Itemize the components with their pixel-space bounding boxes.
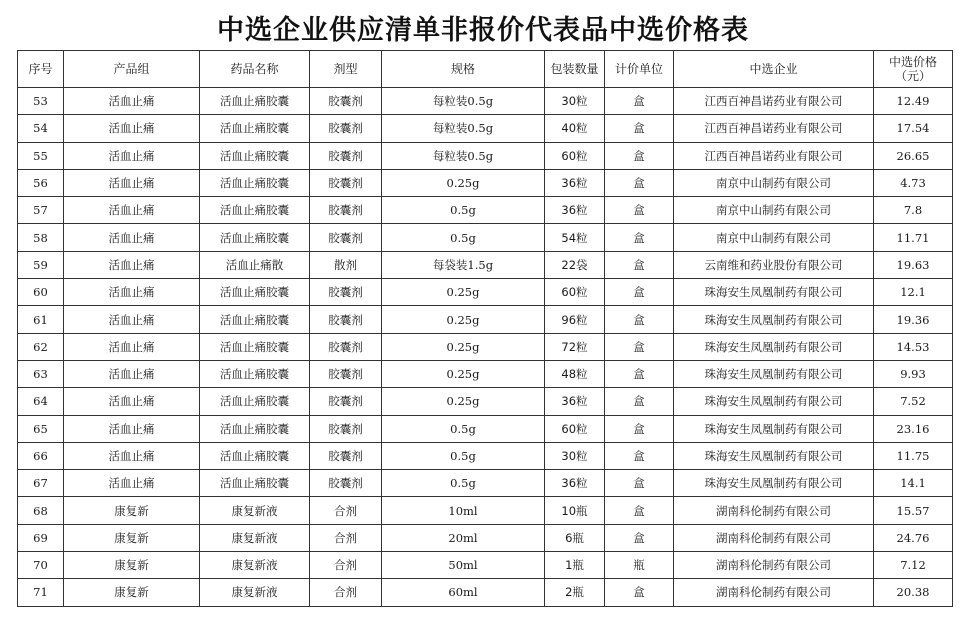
spec-cell: 50ml	[382, 552, 545, 579]
price-cell: 11.75	[874, 442, 953, 469]
unit-cell: 盒	[605, 169, 674, 196]
company-cell: 湖南科伦制药有限公司	[674, 497, 874, 524]
product-group-cell: 康复新	[64, 524, 200, 551]
unit-cell: 盒	[605, 251, 674, 278]
table-row	[18, 470, 953, 497]
header-cell: 包装数量	[545, 51, 605, 88]
serial-cell: 54	[18, 115, 64, 142]
unit-cell: 盒	[605, 333, 674, 360]
spec-cell: 0.5g	[382, 197, 545, 224]
dosage-form-cell: 合剂	[310, 552, 382, 579]
product-group-cell: 活血止痛	[64, 115, 200, 142]
drug-name-cell: 活血止痛胶囊	[200, 470, 310, 497]
table-row	[18, 579, 953, 606]
pack-qty-cell: 30粒	[545, 88, 605, 115]
serial-cell: 62	[18, 333, 64, 360]
header-cell: 计价单位	[605, 51, 674, 88]
product-group-cell: 活血止痛	[64, 224, 200, 251]
price-cell: 4.73	[874, 169, 953, 196]
drug-name-cell: 活血止痛胶囊	[200, 306, 310, 333]
dosage-form-cell: 胶囊剂	[310, 388, 382, 415]
unit-cell: 盒	[605, 88, 674, 115]
price-table	[17, 50, 953, 607]
header-cell: 中选企业	[674, 51, 874, 88]
table-row	[18, 360, 953, 387]
company-cell: 南京中山制药有限公司	[674, 224, 874, 251]
table-row	[18, 142, 953, 169]
header-cell: 产品组	[64, 51, 200, 88]
price-cell: 12.49	[874, 88, 953, 115]
spec-cell: 0.5g	[382, 415, 545, 442]
drug-name-cell: 活血止痛胶囊	[200, 333, 310, 360]
unit-cell: 盒	[605, 306, 674, 333]
pack-qty-cell: 6瓶	[545, 524, 605, 551]
company-cell: 江西百神昌诺药业有限公司	[674, 142, 874, 169]
price-cell: 7.8	[874, 197, 953, 224]
product-group-cell: 活血止痛	[64, 360, 200, 387]
unit-cell: 盒	[605, 388, 674, 415]
serial-cell: 68	[18, 497, 64, 524]
spec-cell: 0.25g	[382, 306, 545, 333]
pack-qty-cell: 60粒	[545, 415, 605, 442]
drug-name-cell: 活血止痛胶囊	[200, 88, 310, 115]
product-group-cell: 活血止痛	[64, 251, 200, 278]
company-cell: 湖南科伦制药有限公司	[674, 524, 874, 551]
header-cell: 药品名称	[200, 51, 310, 88]
dosage-form-cell: 胶囊剂	[310, 470, 382, 497]
table-row	[18, 306, 953, 333]
table-row	[18, 224, 953, 251]
spec-cell: 0.5g	[382, 442, 545, 469]
drug-name-cell: 活血止痛胶囊	[200, 279, 310, 306]
price-cell: 14.53	[874, 333, 953, 360]
drug-name-cell: 活血止痛胶囊	[200, 442, 310, 469]
product-group-cell: 活血止痛	[64, 333, 200, 360]
drug-name-cell: 活血止痛胶囊	[200, 224, 310, 251]
company-cell: 江西百神昌诺药业有限公司	[674, 115, 874, 142]
unit-cell: 盒	[605, 442, 674, 469]
spec-cell: 60ml	[382, 579, 545, 606]
price-cell: 24.76	[874, 524, 953, 551]
table-row	[18, 88, 953, 115]
drug-name-cell: 活血止痛胶囊	[200, 388, 310, 415]
pack-qty-cell: 30粒	[545, 442, 605, 469]
dosage-form-cell: 胶囊剂	[310, 442, 382, 469]
dosage-form-cell: 胶囊剂	[310, 415, 382, 442]
spec-cell: 0.25g	[382, 360, 545, 387]
price-cell: 20.38	[874, 579, 953, 606]
product-group-cell: 康复新	[64, 579, 200, 606]
company-cell: 珠海安生凤凰制药有限公司	[674, 388, 874, 415]
dosage-form-cell: 胶囊剂	[310, 306, 382, 333]
pack-qty-cell: 22袋	[545, 251, 605, 278]
pack-qty-cell: 36粒	[545, 197, 605, 224]
pack-qty-cell: 36粒	[545, 470, 605, 497]
price-cell: 19.36	[874, 306, 953, 333]
unit-cell: 盒	[605, 115, 674, 142]
spec-cell: 每袋装1.5g	[382, 251, 545, 278]
unit-cell: 盒	[605, 579, 674, 606]
serial-cell: 59	[18, 251, 64, 278]
drug-name-cell: 活血止痛胶囊	[200, 415, 310, 442]
serial-cell: 57	[18, 197, 64, 224]
company-cell: 南京中山制药有限公司	[674, 169, 874, 196]
serial-cell: 58	[18, 224, 64, 251]
product-group-cell: 活血止痛	[64, 142, 200, 169]
spec-cell: 每粒装0.5g	[382, 115, 545, 142]
pack-qty-cell: 40粒	[545, 115, 605, 142]
drug-name-cell: 康复新液	[200, 524, 310, 551]
unit-cell: 盒	[605, 224, 674, 251]
header-cell: 序号	[18, 51, 64, 88]
product-group-cell: 活血止痛	[64, 442, 200, 469]
table-row	[18, 524, 953, 551]
company-cell: 珠海安生凤凰制药有限公司	[674, 442, 874, 469]
product-group-cell: 活血止痛	[64, 279, 200, 306]
product-group-cell: 活血止痛	[64, 88, 200, 115]
dosage-form-cell: 胶囊剂	[310, 197, 382, 224]
serial-cell: 71	[18, 579, 64, 606]
price-cell: 19.63	[874, 251, 953, 278]
pack-qty-cell: 36粒	[545, 169, 605, 196]
drug-name-cell: 活血止痛胶囊	[200, 115, 310, 142]
spec-cell: 每粒装0.5g	[382, 88, 545, 115]
company-cell: 珠海安生凤凰制药有限公司	[674, 470, 874, 497]
pack-qty-cell: 72粒	[545, 333, 605, 360]
pack-qty-cell: 60粒	[545, 279, 605, 306]
table-row	[18, 552, 953, 579]
price-cell: 7.52	[874, 388, 953, 415]
price-cell: 11.71	[874, 224, 953, 251]
drug-name-cell: 活血止痛胶囊	[200, 197, 310, 224]
table-row	[18, 279, 953, 306]
header-cell: 剂型	[310, 51, 382, 88]
dosage-form-cell: 胶囊剂	[310, 169, 382, 196]
serial-cell: 56	[18, 169, 64, 196]
serial-cell: 61	[18, 306, 64, 333]
company-cell: 珠海安生凤凰制药有限公司	[674, 306, 874, 333]
product-group-cell: 活血止痛	[64, 388, 200, 415]
dosage-form-cell: 合剂	[310, 497, 382, 524]
unit-cell: 盒	[605, 279, 674, 306]
price-cell: 14.1	[874, 470, 953, 497]
price-cell: 12.1	[874, 279, 953, 306]
price-cell: 9.93	[874, 360, 953, 387]
unit-cell: 瓶	[605, 552, 674, 579]
company-cell: 珠海安生凤凰制药有限公司	[674, 415, 874, 442]
price-cell: 23.16	[874, 415, 953, 442]
drug-name-cell: 活血止痛胶囊	[200, 142, 310, 169]
table-header-row	[18, 51, 953, 88]
company-cell: 湖南科伦制药有限公司	[674, 552, 874, 579]
pack-qty-cell: 10瓶	[545, 497, 605, 524]
company-cell: 珠海安生凤凰制药有限公司	[674, 333, 874, 360]
product-group-cell: 活血止痛	[64, 306, 200, 333]
product-group-cell: 康复新	[64, 497, 200, 524]
dosage-form-cell: 合剂	[310, 524, 382, 551]
pack-qty-cell: 48粒	[545, 360, 605, 387]
serial-cell: 53	[18, 88, 64, 115]
serial-cell: 70	[18, 552, 64, 579]
price-cell: 7.12	[874, 552, 953, 579]
spec-cell: 10ml	[382, 497, 545, 524]
table-row	[18, 169, 953, 196]
spec-cell: 20ml	[382, 524, 545, 551]
serial-cell: 66	[18, 442, 64, 469]
dosage-form-cell: 胶囊剂	[310, 360, 382, 387]
company-cell: 南京中山制药有限公司	[674, 197, 874, 224]
dosage-form-cell: 胶囊剂	[310, 88, 382, 115]
table-row	[18, 388, 953, 415]
serial-cell: 67	[18, 470, 64, 497]
product-group-cell: 活血止痛	[64, 470, 200, 497]
pack-qty-cell: 2瓶	[545, 579, 605, 606]
table-body	[18, 88, 953, 607]
unit-cell: 盒	[605, 360, 674, 387]
pack-qty-cell: 60粒	[545, 142, 605, 169]
spec-cell: 0.25g	[382, 279, 545, 306]
drug-name-cell: 康复新液	[200, 497, 310, 524]
table-row	[18, 442, 953, 469]
dosage-form-cell: 合剂	[310, 579, 382, 606]
spec-cell: 0.5g	[382, 224, 545, 251]
dosage-form-cell: 胶囊剂	[310, 115, 382, 142]
product-group-cell: 活血止痛	[64, 415, 200, 442]
drug-name-cell: 活血止痛散	[200, 251, 310, 278]
price-cell: 17.54	[874, 115, 953, 142]
spec-cell: 0.25g	[382, 388, 545, 415]
header-cell: 中选价格（元）	[874, 51, 953, 88]
company-cell: 江西百神昌诺药业有限公司	[674, 88, 874, 115]
serial-cell: 60	[18, 279, 64, 306]
header-cell: 规格	[382, 51, 545, 88]
company-cell: 珠海安生凤凰制药有限公司	[674, 279, 874, 306]
spec-cell: 每粒装0.5g	[382, 142, 545, 169]
dosage-form-cell: 胶囊剂	[310, 142, 382, 169]
drug-name-cell: 活血止痛胶囊	[200, 169, 310, 196]
serial-cell: 63	[18, 360, 64, 387]
pack-qty-cell: 1瓶	[545, 552, 605, 579]
serial-cell: 64	[18, 388, 64, 415]
spec-cell: 0.25g	[382, 169, 545, 196]
price-cell: 26.65	[874, 142, 953, 169]
unit-cell: 盒	[605, 524, 674, 551]
dosage-form-cell: 散剂	[310, 251, 382, 278]
company-cell: 云南维和药业股份有限公司	[674, 251, 874, 278]
pack-qty-cell: 96粒	[545, 306, 605, 333]
serial-cell: 69	[18, 524, 64, 551]
company-cell: 珠海安生凤凰制药有限公司	[674, 360, 874, 387]
unit-cell: 盒	[605, 470, 674, 497]
pack-qty-cell: 54粒	[545, 224, 605, 251]
unit-cell: 盒	[605, 497, 674, 524]
table-row	[18, 415, 953, 442]
table-row	[18, 197, 953, 224]
drug-name-cell: 康复新液	[200, 552, 310, 579]
table-row	[18, 333, 953, 360]
unit-cell: 盒	[605, 142, 674, 169]
price-cell: 15.57	[874, 497, 953, 524]
dosage-form-cell: 胶囊剂	[310, 279, 382, 306]
page-title: 中选企业供应清单非报价代表品中选价格表	[217, 15, 749, 46]
product-group-cell: 康复新	[64, 552, 200, 579]
product-group-cell: 活血止痛	[64, 169, 200, 196]
drug-name-cell: 活血止痛胶囊	[200, 360, 310, 387]
unit-cell: 盒	[605, 197, 674, 224]
spec-cell: 0.25g	[382, 333, 545, 360]
spec-cell: 0.5g	[382, 470, 545, 497]
unit-cell: 盒	[605, 415, 674, 442]
table-row	[18, 251, 953, 278]
product-group-cell: 活血止痛	[64, 197, 200, 224]
company-cell: 湖南科伦制药有限公司	[674, 579, 874, 606]
serial-cell: 55	[18, 142, 64, 169]
drug-name-cell: 康复新液	[200, 579, 310, 606]
dosage-form-cell: 胶囊剂	[310, 333, 382, 360]
serial-cell: 65	[18, 415, 64, 442]
table-row	[18, 497, 953, 524]
table-row	[18, 115, 953, 142]
pack-qty-cell: 36粒	[545, 388, 605, 415]
dosage-form-cell: 胶囊剂	[310, 224, 382, 251]
